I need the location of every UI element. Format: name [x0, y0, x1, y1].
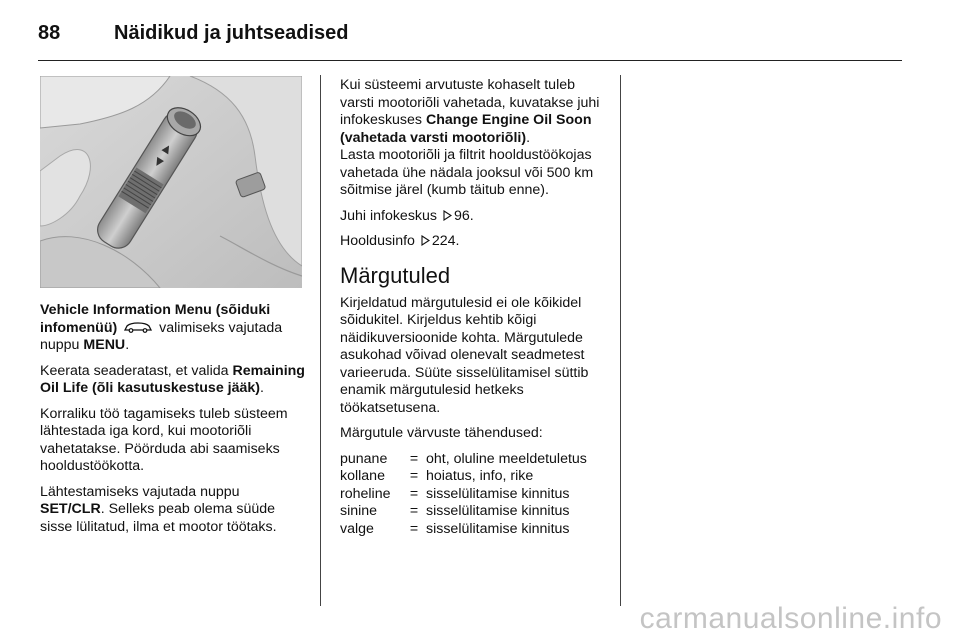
table-row	[340, 451, 587, 469]
table-cell-eq: =	[409, 503, 419, 519]
page-number: 88	[38, 22, 61, 44]
table-row	[340, 468, 587, 486]
figure-illustration	[40, 76, 302, 288]
table-cell-meaning: sisselülitamise kinnitus	[426, 520, 570, 537]
cross-reference-driver-info	[340, 208, 610, 226]
column-divider-left	[320, 75, 321, 606]
table-cell-eq: =	[409, 520, 419, 537]
paragraph-change-oil	[340, 77, 610, 200]
table-cell-name: sinine	[340, 503, 378, 519]
text: Lasta mootoriõli ja filtrit hooldustöökojas vahetada ühe nädala jooksul või 500 km sõitmise järel (kumb täitub enne).	[340, 147, 594, 198]
section-title: Märgutuled	[340, 262, 451, 288]
table-row	[340, 521, 587, 539]
table-cell-meaning: hoiatus, info, rike	[426, 468, 534, 484]
page-title: Näidikud ja juhtseadised	[114, 22, 349, 44]
text-column-left	[40, 302, 308, 544]
page-reference-arrow-icon	[421, 235, 430, 246]
table-cell-eq: =	[409, 450, 419, 467]
column-divider-right	[620, 75, 621, 606]
paragraph-menu	[40, 302, 308, 355]
table-cell-name: roheline	[340, 485, 391, 502]
table-cell-meaning: sisselülitamise kinnitus	[426, 503, 570, 519]
bold-term: Remaining Oil Life (õli kasutuskestuse jääk)	[40, 362, 305, 396]
page-header	[38, 14, 902, 62]
page-reference-arrow-icon	[443, 210, 452, 221]
table-cell-name: kollane	[340, 468, 385, 484]
watermark: carmanualsonline.info	[639, 602, 942, 635]
table-cell-eq: =	[409, 468, 419, 484]
text: .	[259, 380, 264, 396]
bold-term: Vehicle Information Menu (sõiduki infomenüü)	[40, 302, 271, 336]
text: Lähtestamiseks vajutada nuppu	[40, 483, 240, 500]
table-row	[340, 503, 587, 521]
car-icon	[123, 321, 153, 333]
text: valimiseks vajutada nuppu	[40, 319, 283, 353]
table-cell-name: valge	[340, 520, 374, 537]
table-cell-name: punane	[340, 450, 388, 467]
text: Keerata seaderatast, et valida	[40, 362, 229, 379]
table-cell-eq: =	[409, 485, 419, 502]
header-rule	[38, 60, 902, 61]
cross-reference-service-info	[340, 233, 610, 251]
text: Hooldusinfo	[340, 233, 415, 249]
bold-term: MENU	[83, 337, 126, 353]
table-cell-meaning: sisselülitamise kinnitus	[426, 485, 570, 502]
paragraph-remaining-oil	[40, 363, 308, 398]
bold-term: SET/CLR	[40, 501, 101, 517]
text: .	[526, 129, 531, 146]
text: Juhi infokeskus	[340, 207, 437, 224]
text: .	[125, 337, 130, 353]
paragraph-warning-lights: Kirjeldatud märgutulesid ei ole kõikidel sõidukitel. Kirjeldus kehtib kõigi näidikuversioonide kohta. Märgutulede asukohad võivad olenevalt seadmetest varieeruda. Süüte sisselülitamisel süttib enamik märgutulesid hetkeks töökatsetusena.	[340, 294, 589, 416]
paragraph-reset-info: Korraliku töö tagamiseks tuleb süsteem lähtestada iga kord, kui mootoriõli vahetatakse. Pöörduda abi saamiseks hooldustöökotta.	[40, 405, 288, 474]
bold-term: Change Engine Oil Soon (vahetada varsti mootoriõli)	[340, 112, 592, 146]
text-column-middle	[340, 77, 610, 538]
color-meaning-table	[340, 451, 587, 539]
paragraph-reset-procedure	[40, 484, 308, 537]
text: Kui süsteemi arvutuste kohaselt tuleb varsti mootoriõli vahetada, kuvatakse juhi infokeskuses	[340, 77, 600, 128]
text: . Selleks peab olema süüde sisse lülitatud, ilma et mootor töötaks.	[40, 501, 277, 535]
page-reference: 96.	[453, 207, 474, 224]
wiper-stalk-icon	[40, 76, 302, 288]
paragraph-color-meanings: Märgutule värvuste tähendused:	[340, 425, 543, 441]
page-reference: 224.	[431, 233, 460, 249]
table-cell-meaning: oht, oluline meeldetuletus	[426, 450, 587, 467]
table-row	[340, 486, 587, 504]
